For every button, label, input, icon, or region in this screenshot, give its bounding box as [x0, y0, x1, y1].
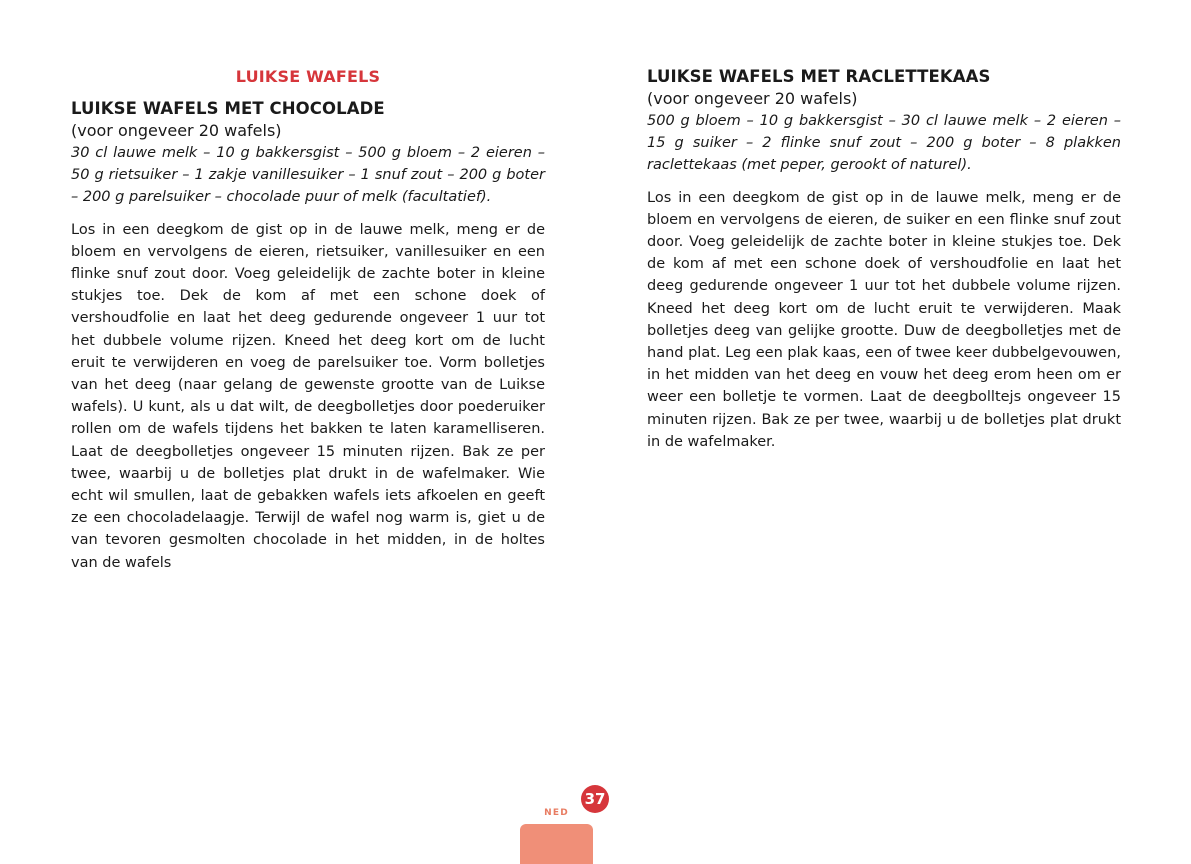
language-tab — [520, 824, 593, 864]
page-number-badge: 37 — [581, 785, 609, 813]
instructions-chocolade: Los in een deegkom de gist op in de lauwe melk, meng er de bloem en vervolgens de eieren, rietsuiker, vanillesuiker en een flinke snuf zout door. Voeg geleidelijk de zachte boter in kleine stukjes toe. Dek de kom af met een schone doek of vershoudfolie en laat het deeg gedurende ongeveer 1 uur tot het dubbele volume rijzen. Kneed het deeg kort om de lucht eruit te verwijderen en voeg de parelsuiker toe. Vorm bolletjes van het deeg (naar gelang de gewenste grootte van de Luikse wafels). U kunt, als u dat wilt, de deegbolletjes door poederuiker rollen om de wafels tijdens het bakken te laten karamelliseren. Laat de deegbolletjes ongeveer 15 minuten rijzen. Bak ze per twee, waarbij u de bolletjes plat drukt in de wafelmaker. Wie echt wil smullen, laat de gebakken wafels iets afkoelen en geeft ze een chocoladelaagje. Terwijl de wafel nog warm is, giet u de van tevoren gesmolten chocolade in het midden, in de holtes van de wafels — [71, 221, 545, 571]
left-column — [71, 66, 545, 574]
recipe-title-raclette: LUIKSE WAFELS MET RACLETTEKAAS — [647, 67, 991, 86]
recipe-title-chocolade: LUIKSE WAFELS MET CHOCOLADE — [71, 99, 385, 118]
recipe-yield-raclette: (voor ongeveer 20 wafels) — [647, 89, 858, 108]
ingredients-raclette: 500 g bloem – 10 g bakkersgist – 30 cl lauwe melk – 2 eieren – 15 g suiker – 2 flinke snuf zout – 200 g boter – 8 plakken raclettekaas (met peper, gerookt of naturel). — [647, 113, 1121, 174]
right-column — [647, 66, 1121, 453]
section-title: LUIKSE WAFELS — [235, 67, 381, 86]
recipe-yield-chocolade: (voor ongeveer 20 wafels) — [71, 121, 282, 140]
language-label: NED — [544, 808, 569, 818]
instructions-raclette: Los in een deegkom de gist op in de lauwe melk, meng er de bloem en vervolgens de eieren, de suiker en een flinke snuf zout door. Voeg geleidelijk de zachte boter in kleine stukjes toe. Dek de kom af met een schone doek of vershoudfolie en laat het deeg gedurende ongeveer 1 uur tot het dubbele volume rijzen. Kneed het deeg kort om de lucht eruit te verwijderen. Maak bolletjes deeg van gelijke grootte. Duw de deegbolletjes met de hand plat. Leg een plak kaas, een of twee keer dubbelgevouwen, in het midden van het deeg en vouw het deeg erom heen om er weer een bolletje te vormen. Laat de deegbolltejs ongeveer 15 minuten rijzen. Bak ze per twee, waarbij u de bolletjes plat drukt in de wafelmaker. — [647, 189, 1121, 450]
ingredients-chocolade: 30 cl lauwe melk – 10 g bakkersgist – 500 g bloem – 2 eieren – 50 g rietsuiker – 1 zakje vanillesuiker – 1 snuf zout – 200 g boter – 200 g parelsuiker – chocolade puur of melk (facultatief). — [71, 145, 545, 206]
